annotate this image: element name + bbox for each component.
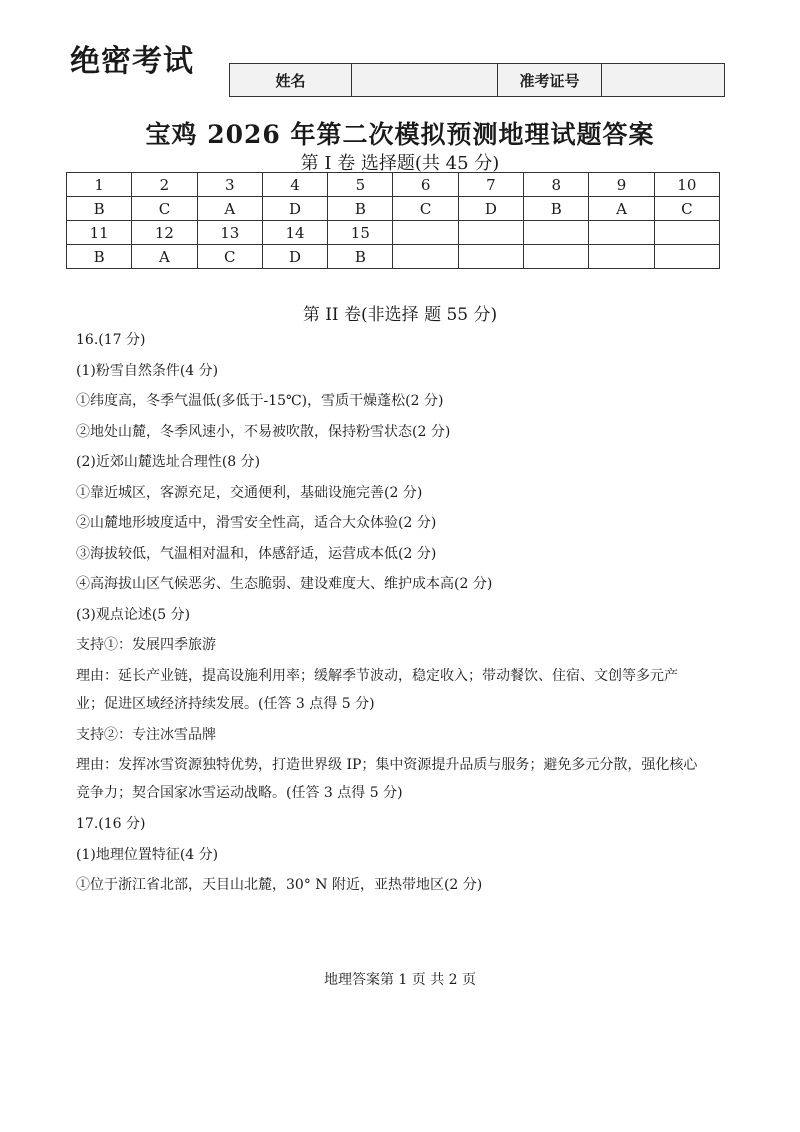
answer-line: ③海拔较低，气温相对温和，体感舒适，运营成本低(2 分)	[76, 545, 437, 562]
table-cell: A	[197, 197, 262, 221]
table-cell: 12	[132, 221, 197, 245]
answer-line: ①纬度高，冬季气温低(多低于-15℃)，雪质干燥蓬松(2 分)	[76, 393, 444, 409]
table-cell: A	[589, 197, 654, 221]
answer-line: ①靠近城区，客源充足，交通便利，基础设施完善(2 分)	[76, 484, 423, 501]
name-field[interactable]	[352, 64, 498, 96]
table-cell: D	[262, 197, 327, 221]
table-cell: 9	[589, 173, 654, 197]
part1-heading: 第 I 卷 选择题(共 45 分)	[300, 153, 500, 174]
table-cell: C	[393, 197, 458, 221]
table-cell	[393, 245, 458, 269]
answer-line: 理由：发挥冰雪资源独特优势，打造世界级 IP；集中资源提升品质与服务；避免多元分散，强化核心	[76, 757, 698, 773]
table-cell: B	[328, 245, 393, 269]
table-cell: 6	[393, 173, 458, 197]
answer-line: ②地处山麓，冬季风速小，不易被吹散，保持粉雪状态(2 分)	[76, 423, 451, 440]
answer-line: 业；促进区域经济持续发展。(任答 3 点得 5 分)	[76, 695, 375, 712]
name-label: 姓名	[230, 64, 352, 96]
table-cell: 3	[197, 173, 262, 197]
page-footer: 地理答案第 1 页 共 2 页	[323, 972, 477, 988]
table-cell: 11	[67, 221, 132, 245]
table-cell: 14	[262, 221, 327, 245]
table-cell	[589, 245, 654, 269]
table-cell	[524, 221, 589, 245]
table-row	[67, 221, 720, 245]
table-cell	[458, 221, 523, 245]
table-cell: 15	[328, 221, 393, 245]
answer-line: 理由：延长产业链，提高设施利用率；缓解季节波动，稳定收入；带动餐饮、住宿、文创等多元产	[76, 667, 678, 684]
table-cell: C	[654, 197, 719, 221]
table-cell	[393, 221, 458, 245]
answer-line: 17.(16 分)	[76, 816, 146, 832]
table-cell	[589, 221, 654, 245]
table-cell: 2	[132, 173, 197, 197]
table-cell: B	[67, 197, 132, 221]
answer-line: (1)粉雪自然条件(4 分)	[76, 362, 219, 379]
answer-line: ②山麓地形坡度适中，滑雪安全性高，适合大众体验(2 分)	[76, 515, 437, 531]
table-cell: 8	[524, 173, 589, 197]
answer-line: ④高海拔山区气候恶劣、生态脆弱、建设难度大、维护成本高(2 分)	[76, 576, 493, 592]
answer-line: (3)观点论述(5 分)	[76, 606, 191, 623]
table-row	[67, 173, 720, 197]
table-cell	[654, 221, 719, 245]
table-cell: B	[524, 197, 589, 221]
answer-line: (1)地理位置特征(4 分)	[76, 846, 219, 863]
table-cell: C	[197, 245, 262, 269]
table-cell: C	[132, 197, 197, 221]
page-title: 宝鸡 2026 年第二次模拟预测地理试题答案	[145, 120, 655, 149]
exam-id-label: 准考证号	[498, 64, 602, 96]
answer-line: ①位于浙江省北部，天目山北麓，30° N 附近，亚热带地区(2 分)	[76, 877, 483, 893]
candidate-info-box	[229, 63, 725, 97]
table-cell: D	[458, 197, 523, 221]
answer-line: 支持①：发展四季旅游	[76, 637, 216, 653]
table-cell	[524, 245, 589, 269]
table-cell: 4	[262, 173, 327, 197]
table-row	[67, 197, 720, 221]
answer-line: (2)近郊山麓选址合理性(8 分)	[76, 454, 261, 470]
answer-body	[76, 330, 736, 906]
table-cell	[458, 245, 523, 269]
table-cell: 13	[197, 221, 262, 245]
answer-table	[66, 172, 720, 269]
table-cell: B	[328, 197, 393, 221]
confidential-label: 绝密考试	[70, 44, 194, 79]
answer-line: 16.(17 分)	[76, 332, 146, 348]
table-cell: 7	[458, 173, 523, 197]
table-cell: 5	[328, 173, 393, 197]
table-cell: 10	[654, 173, 719, 197]
table-cell: 1	[67, 173, 132, 197]
answer-line: 竞争力；契合国家冰雪运动战略。(任答 3 点得 5 分)	[76, 785, 403, 801]
table-cell: D	[262, 245, 327, 269]
part2-heading: 第 II 卷(非选择 题 55 分)	[302, 305, 498, 325]
table-cell: B	[67, 245, 132, 269]
table-row	[67, 245, 720, 269]
table-cell: A	[132, 245, 197, 269]
exam-id-field[interactable]	[602, 64, 724, 96]
answer-line: 支持②：专注冰雪品牌	[76, 726, 216, 743]
table-cell	[654, 245, 719, 269]
